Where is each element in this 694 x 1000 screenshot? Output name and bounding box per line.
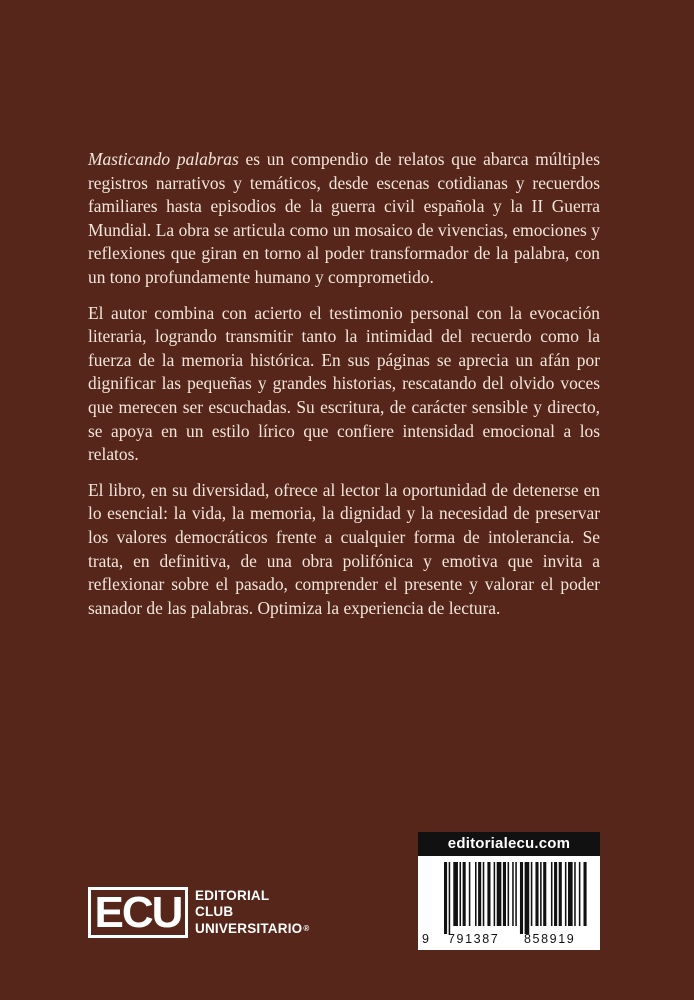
blurb-paragraph-2: El autor combina con acierto el testimonio personal con la evocación literaria, logrando transmitir tanto la intimidad del recuerdo como la fuerza de la memoria histórica. En sus páginas se aprecia un afán por dignificar las pequeñas y grandes historias, rescatando del olvido voces que merecen ser escuchadas. Su escritura, de carácter sensible y directo, se apoya en un estilo lírico que confiere intensidad emocional a los relatos. <box>88 302 600 465</box>
barcode-digits-left: 791387 <box>448 932 500 946</box>
publisher-logo <box>88 887 328 939</box>
barcode-lead-digit: 9 <box>422 932 431 946</box>
publisher-name <box>195 888 309 937</box>
blurb-paragraph-1-text: es un compendio de relatos que abarca múltiples registros narrativos y temáticos, desde escenas cotidianas y recuerdos familiares hasta episodios de la guerra civil española y la II Guerra Mundial. La obra se articula como un mosaico de vivencias, emociones y reflexiones que giran en torno al poder transformador de la palabra, con un tono profundamente humano y comprometido. <box>88 149 600 287</box>
ecu-logo-box <box>88 887 188 938</box>
back-cover-blurb <box>88 148 600 632</box>
isbn-barcode-block <box>418 832 600 950</box>
publisher-line-2: CLUB <box>195 904 234 920</box>
publisher-line-3-text: UNIVERSITARIO <box>195 920 303 936</box>
registered-mark: ® <box>303 924 310 934</box>
blurb-paragraph-1 <box>88 148 600 290</box>
book-title: Masticando palabras <box>88 149 239 169</box>
ecu-logo-letters: ECU <box>94 887 182 937</box>
barcode-digits-right: 858919 <box>524 932 576 946</box>
publisher-line-1: EDITORIAL <box>195 888 270 903</box>
website-label: editorialecu.com <box>418 832 600 856</box>
barcode-icon <box>428 862 590 934</box>
barcode-panel <box>418 856 600 950</box>
publisher-line-3 <box>195 921 309 938</box>
blurb-paragraph-3: El libro, en su diversidad, ofrece al lector la oportunidad de detenerse en lo esencial: la vida, la memoria, la dignidad y la necesidad de preservar los valores democráticos frente a cualquier forma de intolerancia. Se trata, en definitiva, de una obra polifónica y emotiva que invita a reflexionar sobre el pasado, comprender el presente y valorar el poder sanador de las palabras. Optimiza la experiencia de lectura. <box>88 479 600 618</box>
